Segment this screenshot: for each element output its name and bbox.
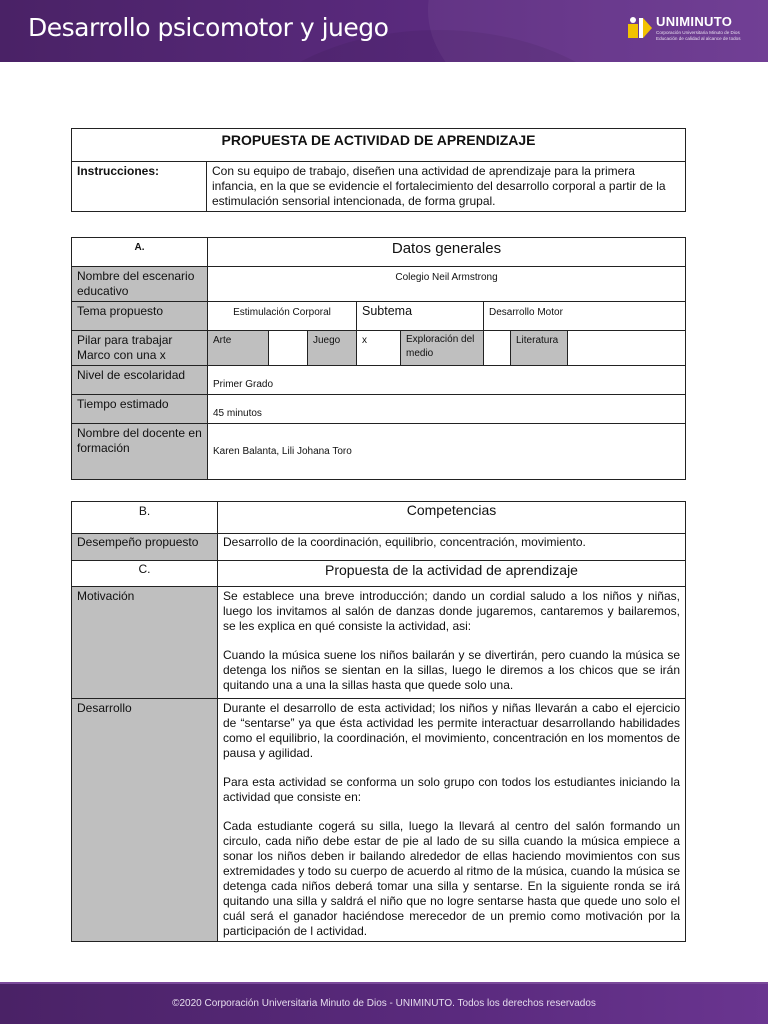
section-b-letter: B. <box>72 502 218 534</box>
development-paragraph: Cada estudiante cogerá su silla, luego la llevará al centro del salón formando un circulo, cada niño debe estar de pie al lado de su silla cuando la música empiece a sonar los niños deben ir bailando alrededor de ellas haciendo movimientos con sus extremidades y todo su cuerpo de acuerdo al ritmo de la música, cuando la música se detenga cada niños deberá tomar una silla y sentarse. En la siguiente ronda se irá quitando una silla y saldrá el niño que no logre sentarse hasta que quede uno solo el cuál será el ganador haciéndose merecedor de un premio como motivación por la participación de l actividad. <box>223 819 680 938</box>
motivation-text <box>218 587 686 699</box>
uniminuto-logo <box>628 12 758 50</box>
motivation-label: Motivación <box>72 587 218 699</box>
pillar-mark <box>269 331 308 366</box>
pillar-mark: x <box>357 331 401 366</box>
logo-tagline: Educación de calidad al alcance de todos <box>656 36 741 41</box>
scenario-label: Nombre del escenario educativo <box>72 267 208 302</box>
level-label: Nivel de escolaridad <box>72 366 208 395</box>
pillar-mark <box>484 331 511 366</box>
logo-subtitle: Corporación Universitaria Minuto de Dios <box>656 30 740 35</box>
activity-title: PROPUESTA DE ACTIVIDAD DE APRENDIZAJE <box>72 129 686 162</box>
performance-label: Desempeño propuesto <box>72 534 218 561</box>
logo-name: UNIMINUTO <box>656 14 733 29</box>
topic-value: Estimulación Corporal <box>208 302 357 331</box>
footer-divider <box>0 982 768 984</box>
instructions-text: Con su equipo de trabajo, diseñen una actividad de aprendizaje para la primera infancia, en la que se evidencie el fortalecimiento del desarrollo corporal a partir de la estimulación sensorial intencionada, de forma grupal. <box>207 162 686 212</box>
performance-value: Desarrollo de la coordinación, equilibrio, concentración, movimiento. <box>218 534 686 561</box>
page-header <box>0 0 768 62</box>
section-a-letter: A. <box>72 238 208 267</box>
development-label: Desarrollo <box>72 699 218 942</box>
subtopic-label: Subtema <box>357 302 484 331</box>
subtopic-value: Desarrollo Motor <box>484 302 686 331</box>
scenario-value: Colegio Neil Armstrong <box>208 267 686 302</box>
header-title: Desarrollo psicomotor y juego <box>28 13 389 42</box>
activity-proposal-table <box>71 128 686 212</box>
instructions-label: Instrucciones: <box>72 162 207 212</box>
page-footer <box>0 982 768 1024</box>
section-a-title: Datos generales <box>208 238 686 267</box>
development-text <box>218 699 686 942</box>
logo-icon <box>628 16 652 40</box>
development-paragraph: Durante el desarrollo de esta actividad; los niños y niñas llevarán a cabo el ejercicio de “sentarse” ya que ésta actividad les permite interactuar desarrollando habilidades como el equilibrio, la coordinación, el movimiento, concentración en los momentos de pausa y agilidad. <box>223 701 680 760</box>
pillar-label: Pilar para trabajar Marco con una x <box>72 331 208 366</box>
footer-copyright: ©2020 Corporación Universitaria Minuto de Dios - UNIMINUTO. Todos los derechos reservados <box>172 998 596 1009</box>
time-label: Tiempo estimado <box>72 395 208 424</box>
section-c-title: Propuesta de la actividad de aprendizaje <box>218 561 686 587</box>
section-c-letter: C. <box>72 561 218 587</box>
level-value: Primer Grado <box>208 366 686 395</box>
motivation-paragraph: Cuando la música suene los niños bailarán y se divertirán, pero cuando la música se detenga los niños se sientan en la sillas, luego le diremos a los chicos que se irán quitando una a una la sillas hasta que quede solo una. <box>223 648 680 692</box>
pillar-name: Literatura <box>511 331 568 366</box>
development-paragraph: Para esta actividad se conforma un solo grupo con todos los estudiantes iniciando la actividad que consiste en: <box>223 775 680 804</box>
competencies-table <box>71 501 686 942</box>
teacher-label: Nombre del docente en formación <box>72 424 208 480</box>
motivation-paragraph: Se establece una breve introducción; dando un cordial saludo a los niños y niñas, luego los invitamos al salón de danzas donde jugaremos, cantaremos y bailaremos, se les explica en qué consiste la actividad, asi: <box>223 589 680 633</box>
teacher-value: Karen Balanta, Lili Johana Toro <box>208 424 686 480</box>
pillar-name: Arte <box>208 331 269 366</box>
topic-label: Tema propuesto <box>72 302 208 331</box>
pillar-name: Exploración del medio <box>401 331 484 366</box>
general-data-table <box>71 237 686 480</box>
pillar-mark <box>568 331 686 366</box>
pillar-name: Juego <box>308 331 357 366</box>
time-value: 45 minutos <box>208 395 686 424</box>
section-b-title: Competencias <box>218 502 686 534</box>
